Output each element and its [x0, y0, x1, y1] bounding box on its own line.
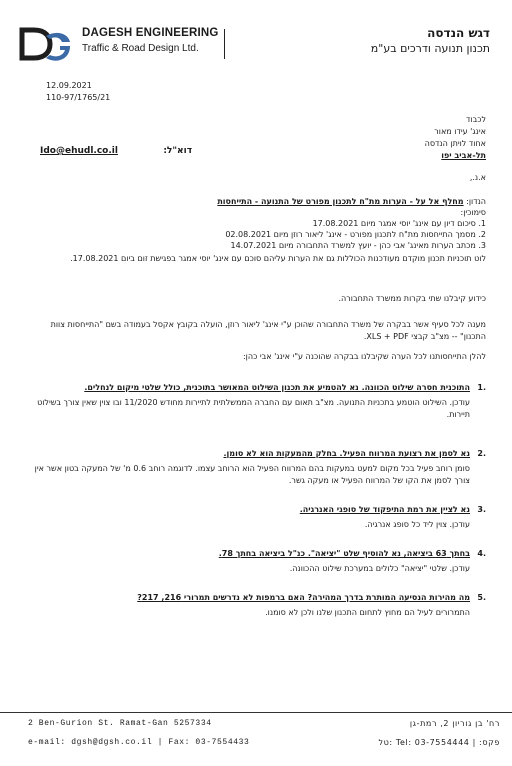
comment-number: .5: [477, 593, 486, 602]
comment-answer: עודכן. שלטי "יציאה" כלולים במערכת שילוט ההכוונה.: [289, 564, 470, 573]
addressee-line-3: אחוד לויתן הנדסה: [424, 139, 486, 148]
comment-item: [26, 548, 486, 575]
company-subtitle-he: תכנון תנועה ודרכים בע"מ: [370, 42, 490, 55]
comment-answer: התמרורים לעיל הם מחוץ לתחום התכנון שלנו ולכן לא סומנו.: [265, 608, 470, 617]
comment-number: .3: [477, 505, 486, 514]
footer-address-he: רח' בן גוריון 2, רמת-גן: [409, 719, 500, 728]
paragraph: לוט תוכניות תכנון מוקדם מעודכנות הכוללות גם את הערות עליהם סוכם עם אינג' יוסי אמגר בפגישת זום ביום 17.08.2021.: [70, 254, 486, 263]
letter-meta: [46, 80, 110, 104]
comment-question: מה מהירות הנסיעה המותרת בדרך המהירה? האם ברמפות לא נדרשים תמרורי 216, 217?: [137, 593, 470, 602]
comment-number: .2: [477, 449, 486, 458]
comment-question: בחתך 63 ביציאה, נא להוסיף שלט "יציאה". כנ"ל ביציאה בחתך 78.: [218, 549, 470, 558]
comment-number: .4: [477, 549, 486, 558]
reference-item: 3. מכתב הערות מאינג' אבי כהן - יועץ למשרד התחבורה מיום 14.07.2021: [230, 241, 486, 250]
comment-number: .1: [477, 383, 486, 392]
comment-question: נא לסמן את רצועת המרווח הפעיל. בחלק מהמעקות הוא לא סומן.: [223, 449, 470, 458]
addressee-line-1: לכבוד: [466, 115, 486, 124]
greeting: א.נ.,: [469, 173, 486, 182]
comment-answer: סומן רוחב פעיל בכל מקום למעט במעקות בהם המרווח הפעיל הוא הרוחב עצמו. לדוגמה רוחב 0.6 מ' של המעקה בטון אשר אין צורך לסמן את הקו של המרווח הפעיל או מעקה גשר.: [34, 464, 470, 485]
letter-ref: 110-97/1765/21: [46, 93, 111, 102]
subject-label: הנדון:: [466, 197, 486, 206]
footer-divider: [0, 712, 512, 713]
company-logo: [16, 24, 76, 64]
company-name-en-title: DAGESH ENGINEERING: [82, 27, 219, 39]
comment-item: [26, 592, 486, 619]
addressee-block: [186, 114, 486, 162]
comment-item: [26, 448, 486, 487]
addressee-line-2: אינג' עידו מאור: [434, 127, 486, 136]
company-name-he: [220, 26, 490, 56]
letter-date: 12.09.2021: [46, 81, 92, 90]
footer-address-en: 2 Ben-Gurion St. Ramat-Gan 5257334: [28, 719, 212, 728]
company-name-en: [82, 26, 219, 56]
footer-contact-he: פקס: | Tel: 03-7554444 :טל: [378, 738, 500, 747]
reference-item: 2. מסמך התייחסות מת"ח לתכנון מפורט - אינג' ליאור רוזן מיום 02.08.2021: [225, 230, 486, 239]
comment-item: [26, 504, 486, 531]
company-subtitle-en: Traffic & Road Design Ltd.: [82, 43, 199, 54]
logo-mark-icon: [16, 24, 76, 64]
addressee-line-4: תל-אביב יפו: [441, 151, 486, 160]
footer-contact-en: e-mail: dgsh@dgsh.co.il | Fax: 03-7554433: [28, 738, 250, 747]
references-block: [26, 207, 486, 251]
company-name-he-title: דגש הנדסה: [427, 26, 490, 40]
subject-text: מחלף אל על - הערות מת"ח לתכנון מפורט של התנועה - התייחסות: [217, 197, 464, 206]
letter-footer: [0, 716, 512, 756]
reference-item: 1. סיכום דיון עם אינג' יוסי אמגר מיום 17.08.2021: [312, 219, 486, 228]
comment-question: נא לציין את רמת התיפקוד של סופגי האנרגיה.: [299, 505, 470, 514]
paragraph: מענה לכל סעיף אשר בבקרה של משרד התחבורה שהוכן ע"י אינג' ליאור רוזן, הועלה בקובץ אקסל בעמודה בשם "התייחסות צוות התכנון" -- מצ"ב קבצי XLS + PDF.: [50, 320, 486, 341]
paragraph: כידוע קיבלנו שתי בקרות ממשרד התחבורה.: [338, 294, 486, 303]
comment-question: התוכנית חסרה שילוט הכוונה. נא להטמיע את תכנון השילוט המאושר בתוכנית, כולל שלטי מיקום לנחלים.: [84, 383, 470, 392]
email-label: דוא"ל:: [163, 146, 192, 156]
references-label: סימוכין:: [460, 208, 486, 217]
comment-answer: עודכן. צוין ליד כל סופג אנרגיה.: [364, 520, 470, 529]
comment-answer: עודכן. השילוט הוטמע בתכניות התנועה. מצ"ב תאום עם החברה הממשלתית לתיירות מחודש 11/2020 ובו צוין שאין צורך בשילוט תיירות.: [37, 398, 470, 419]
comment-item: [26, 382, 486, 421]
paragraph: להלן התייחסותנו לכל הערה שקיבלנו בבקרה שהוכנה ע"י אינג' אבי כהן:: [242, 352, 486, 361]
email-link[interactable]: Ido@ehudl.co.il: [40, 146, 118, 156]
